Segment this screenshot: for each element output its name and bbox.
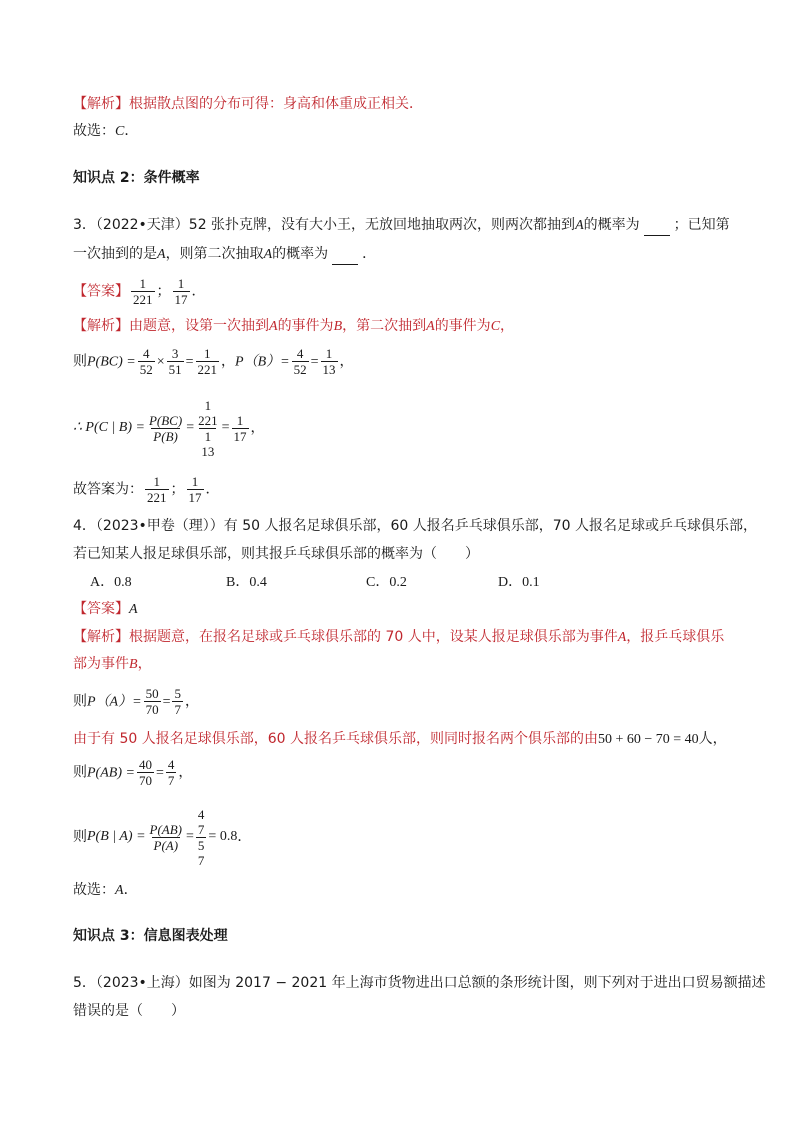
analysis-text: 部为事件 [73,656,129,672]
q4-eq3 [73,801,251,873]
choice-b: B．0.4 [226,575,267,590]
end-mark: ， [339,353,354,370]
frac-den: 17 [188,490,202,505]
q4-analysis-line2 [73,654,152,675]
frac-den: 221 [198,412,218,428]
var: C [490,319,501,334]
analysis-text: 根据散点图的分布可得：身高和体重成正相关． [129,96,423,112]
frac-den: P(B) [153,428,178,444]
q3-text: 的概率为 [272,246,329,262]
var: A [426,319,435,334]
frac-den: 17 [233,428,247,444]
q5-line1: 5．（2023•上海）如图为 2017 − 2021 年上海市货物进出口总额的条形统计图，则下列对于进出口贸易额描述 [73,975,766,991]
equals: = [186,420,195,435]
eq-lhs: ∴ P(C | B) = [73,420,145,435]
fraction [232,413,249,444]
separator: ； [156,283,171,300]
equals: = [310,354,319,370]
fraction [196,346,220,377]
q4-choose-line [73,880,138,901]
fraction [147,413,184,444]
eq-prefix: 则 [73,693,87,710]
frac-den: 70 [145,702,159,717]
answer-tag: 【答案】 [73,283,129,300]
frac-den: 221 [147,490,167,505]
frac-num: 1 [191,474,199,489]
count-end: 人， [698,731,727,747]
analysis-tag: 【解析】 [73,629,129,645]
frac-num: 1 [236,412,244,428]
choose-prefix: 故选： [73,882,115,898]
choose-answer: A [115,883,124,898]
fraction [321,346,338,377]
frac-den: 7 [174,702,181,717]
fraction [166,757,177,788]
eq-lhs: P（B）= [235,354,290,370]
compound-fraction [196,398,220,459]
frac-den: 17 [174,292,188,307]
analysis-text: ，第二次抽到 [342,318,427,334]
q3-blank-2 [332,250,358,265]
separator: ， [221,353,236,370]
q3-text: ；已知第 [673,217,730,233]
q3-var-a: A [263,247,273,262]
end-mark: ． [205,481,220,498]
fraction [138,346,155,377]
eq-prefix: 则 [73,829,87,845]
q3-eq1 [73,346,354,378]
frac-num: 4 [296,346,304,361]
end-mark: ， [184,693,199,710]
equals: = [162,694,171,710]
frac-num: 1 [204,346,211,361]
choose-answer: C [115,124,125,139]
equals: = [221,420,230,435]
q3-text: 的概率为 [583,217,640,233]
frac-den: 7 [197,852,205,868]
q3-analysis-line [73,316,514,337]
fraction [148,822,184,853]
frac-den: 13 [322,362,336,377]
analysis-tag: 【解析】 [73,318,129,334]
q3-eq2 [73,392,265,464]
answer-value: A [129,602,138,617]
frac-den: 221 [133,292,153,307]
q3-line2 [73,244,376,265]
frac-num: 4 [142,346,150,361]
analysis-text: 的事件为 [277,318,334,334]
analysis-tag: 【解析】 [73,96,129,112]
q3-final [73,474,220,506]
compound-den [199,428,216,459]
q5-line2: 错误的是（ ） [73,1003,185,1019]
frac-num: 5 [197,837,205,853]
frac-num: 4 [197,806,205,822]
frac-num: 1 [177,276,185,291]
fraction [131,276,155,307]
choose-suffix: ． [123,882,138,898]
fraction [167,346,184,377]
frac-num: 3 [171,346,179,361]
q3-text: ，则第二次抽取 [165,246,264,262]
end-mark: ， [178,764,193,781]
equals: = [155,765,164,781]
fraction [187,474,204,505]
compound-num [196,398,220,428]
fraction [144,686,161,717]
frac-num: P(AB) [149,821,183,837]
q3-var-a: A [575,218,584,233]
q3-answer-line [73,276,206,306]
var: B [333,319,343,334]
choice-d: D．0.1 [498,575,540,590]
analysis-text: ， [500,318,515,334]
knowledge-point-2-title: 知识点 2：条件概率 [73,170,200,186]
frac-den: 13 [201,443,215,459]
compound-fraction [196,807,207,868]
fraction [172,686,183,717]
frac-num: 5 [174,686,181,701]
choice-a: A．0.8 [90,575,132,590]
frac-den: 7 [167,773,175,788]
var: B [129,657,138,672]
eq-lhs: P(B | A) = [87,829,146,844]
q3-text: ． [362,246,377,262]
separator: ； [170,481,185,498]
q4-eq1 [73,686,199,718]
count-text: 由于有 50 人报名足球俱乐部，60 人报名乒乓球俱乐部，则同时报名两个俱乐部的由 [73,731,598,747]
analysis-text: ，报乒乓球俱乐 [626,629,725,645]
frac-num: 1 [204,397,212,413]
frac-num: P(BC) [148,412,183,428]
analysis-line [73,94,423,114]
frac-den: 52 [293,362,307,377]
eq-result: = 0.8 [208,829,238,844]
q3-text: 3．（2022•天津）52 张扑克牌，没有大小王，无放回地抽取两次，则两次都抽到 [73,217,576,233]
q4-eq2 [73,757,192,789]
q3-text: 一次抽到的是 [73,246,157,262]
choose-suffix: ． [124,123,139,139]
frac-den: 52 [139,362,153,377]
var: A [617,630,627,645]
eq-lhs: P（A）= [87,694,142,710]
end-mark: ． [191,283,206,300]
end-mark: ． [237,829,252,845]
q3-blank-1 [644,221,670,236]
frac-num: 1 [153,474,160,489]
choose-prefix: 故选： [73,123,115,139]
choice-c: C．0.2 [366,575,407,590]
frac-num: 40 [138,757,152,772]
q3-line1 [73,215,730,236]
frac-num: 1 [139,276,146,291]
analysis-text: ， [137,656,152,672]
final-prefix: 故答案为： [73,481,143,498]
fraction [173,276,190,307]
frac-den: 70 [138,773,152,788]
eq-prefix: 则 [73,353,87,370]
eq-lhs: P(BC) = [87,354,136,370]
times: × [156,354,165,370]
frac-num: 4 [167,757,175,772]
end-mark: ， [250,420,265,436]
count-expr: 50 + 60 − 70 = 40 [597,732,699,747]
q4-answer-line [73,599,138,620]
q4-analysis-line1 [73,627,724,648]
knowledge-point-3-title: 知识点 3：信息图表处理 [73,928,228,944]
fraction [145,474,169,505]
choose-line [73,121,138,142]
q4-line1: 4．（2023•甲卷（理））有 50 人报名足球俱乐部，60 人报名乒乓球俱乐部，70 人报名足球或乒乓球俱乐部， [73,518,758,534]
frac-num: 50 [145,686,159,701]
frac-den: P(A) [153,837,179,853]
fraction [137,757,154,788]
frac-den: 51 [168,362,182,377]
q4-line2: 若已知某人报足球俱乐部，则其报乒乓球俱乐部的概率为（ ） [73,546,479,562]
frac-den: 7 [197,821,205,837]
compound-num [196,807,207,837]
eq-prefix: 则 [73,764,87,781]
analysis-text: 的事件为 [434,318,491,334]
answer-tag: 【答案】 [73,601,129,617]
q3-var-a: A [157,247,166,262]
fraction [292,346,309,377]
frac-num: 1 [325,346,333,361]
q4-count-line [73,729,727,750]
eq-lhs: P(AB) = [87,765,135,781]
equals: = [186,829,194,844]
compound-den [196,837,207,868]
analysis-text: 根据题意，在报名足球或乒乓球俱乐部的 70 人中，设某人报足球俱乐部为事件 [129,629,618,645]
analysis-text: 由题意，设第一次抽到 [129,318,269,334]
var: A [269,319,278,334]
frac-num: 1 [204,428,212,444]
frac-den: 221 [197,362,218,377]
equals: = [185,354,194,370]
